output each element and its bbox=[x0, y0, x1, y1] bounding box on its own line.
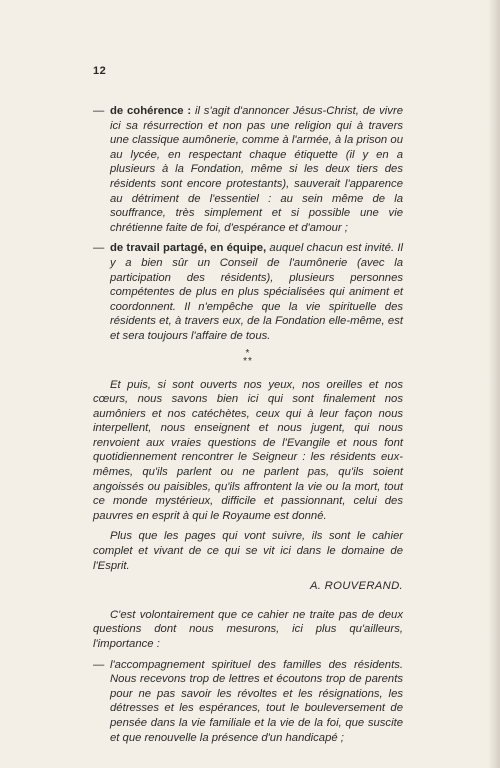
item-lead: de travail partagé, en équipe, bbox=[110, 242, 267, 255]
author-signature: A. ROUVERAND. bbox=[309, 580, 403, 593]
list-dash: — bbox=[93, 242, 105, 255]
list-item-familles bbox=[93, 658, 403, 746]
asterism-bottom: ** bbox=[243, 355, 253, 367]
page-number: 12 bbox=[93, 65, 107, 77]
page-body bbox=[93, 104, 403, 751]
list-dash: — bbox=[93, 658, 105, 671]
paragraph-closing: C'est volontairement que ce cahier ne traite pas de deux questions dont nous mesurons, ici plus qu'ailleurs, l'importance : bbox=[93, 608, 403, 650]
item-text: auquel chacun est invité. Il y a bien sûr un Conseil de l'aumônerie (avec la participation des résidents), plusieurs personnes compétentes de plus en plus spécialisées qui animent et coordonnent. Il n'empêche que la vie spirituelle des résidents et, à travers eux, de la Fondation elle-même, est et sera toujours l'affaire de tous. bbox=[110, 242, 403, 342]
paragraph-residents: Et puis, si sont ouverts nos yeux, nos oreilles et nos cœurs, nous savons bien ici qui sont finalement nos aumôniers et nos catéchètes, ceux qui à leur façon nous interpellent, nous enseignent et nous jugent, qui nous renvoient aux vraies questions de l'Evangile et nous font quotidiennement rencontrer le Seigneur : les résidents eux-mêmes, qu'ils parlent ou ne parlent pas, qu'ils soient angoissés ou paisibles, qu'ils affrontent la vie ou la mort, tout ce monde mystérieux, difficile et passionnant, celui des pauvres en esprit à qui le Royaume est donné. bbox=[93, 378, 403, 522]
page-edge-shadow bbox=[488, 0, 500, 768]
paragraph-cahier: Plus que les pages qui vont suivre, ils sont le cahier complet et vivant de ce qui se vit ici dans le domaine de l'Esprit. bbox=[93, 530, 403, 572]
item-text: il s'agit d'annoncer Jésus-Christ, de vivre ici sa résurrection et non pas une religion qui à travers une classique aumônerie, comme à l'armée, à la prison ou au lycée, en respectant chaque étiquette (il y en a plusieurs à la Fondation, même si les deux tiers des résidents sont encore protestants), sauverait l'apparence au détriment de l'essentiel : au sein même de la souffrance, très simplement et si possible une vie chrétienne faite de foi, d'espérance et d'amour ; bbox=[110, 105, 403, 234]
list-item-coherence bbox=[93, 104, 403, 235]
asterism-separator bbox=[93, 347, 403, 367]
list-item-travail-partage bbox=[93, 241, 403, 343]
list-dash: — bbox=[93, 105, 105, 117]
item-lead: de cohérence : bbox=[110, 105, 192, 117]
asterism-top: * bbox=[245, 347, 251, 359]
item-text: l'accompagnement spirituel des familles des résidents. Nous recevons trop de lettres et écoutons trop de parents pour ne pas savoir les révoltes et les résignations, les détresses et les espérances, tout le bouleversement de pensée dans la vie familiale et la vie de la foi, que suscite et que renouvelle la présence d'un handicapé ; bbox=[110, 658, 403, 744]
